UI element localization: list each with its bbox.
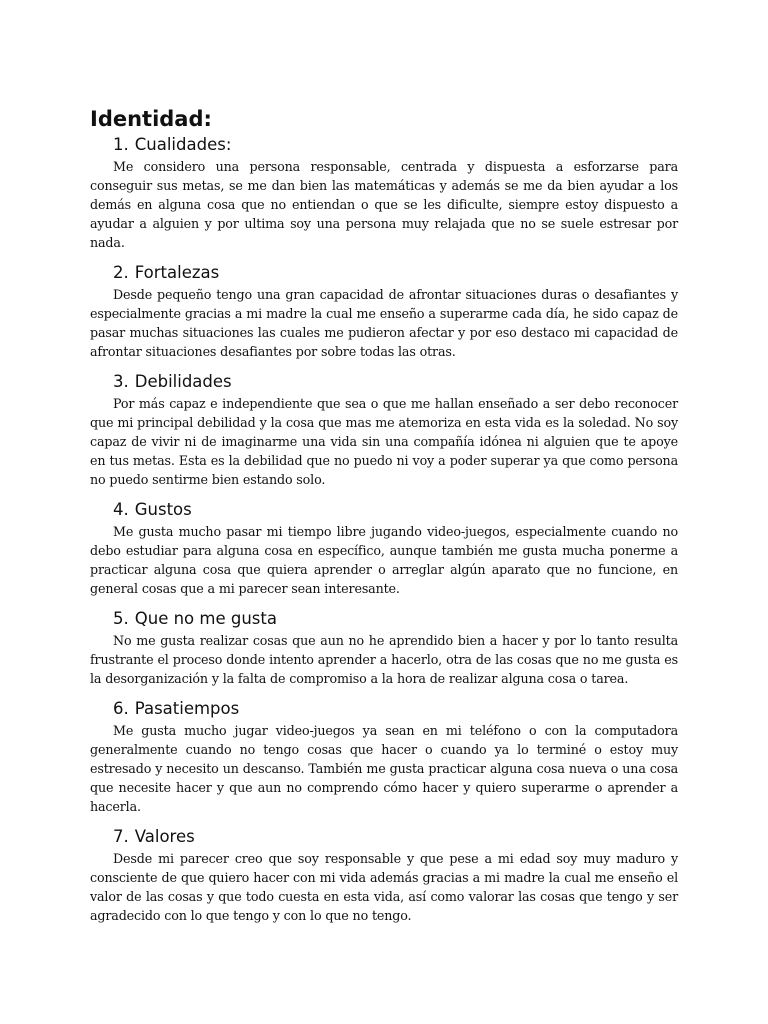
section-number: 3. (113, 372, 129, 391)
section-paragraph: Me gusta mucho pasar mi tiempo libre jugando video-juegos, especialmente cuando no debo estudiar para alguna cosa en específico, aunque también me gusta mucha ponerme a practicar alguna cosa que quiera aprender o arreglar algún aparato que no funcione, en general cosas que a mi parecer sean interesante. (90, 524, 678, 596)
section-heading (113, 608, 678, 630)
section-debilidades (90, 371, 678, 489)
section-heading (113, 499, 678, 521)
section-heading (113, 371, 678, 393)
section-pasatiempos (90, 698, 678, 816)
section-number: 7. (113, 827, 129, 846)
section-number: 1. (113, 135, 129, 154)
section-heading (113, 826, 678, 848)
document-title: Identidad: (90, 107, 212, 131)
section-paragraph: No me gusta realizar cosas que aun no he aprendido bien a hacer y por lo tanto resulta frustrante el proceso donde intento aprender a hacerlo, otra de las cosas que no me gusta es la desorganización y la falta de compromiso a la hora de realizar alguna cosa o tarea. (90, 633, 678, 686)
section-cualidades (90, 134, 678, 252)
section-paragraph: Me considero una persona responsable, centrada y dispuesta a esforzarse para conseguir sus metas, se me dan bien las matemáticas y además se me da bien ayudar a los demás en alguna cosa que no entiendan o que se les dificulte, siempre estoy dispuesto a ayudar a alguien y por ultima soy una persona muy relajada que no se suele estresar por nada. (90, 159, 678, 250)
section-paragraph: Me gusta mucho jugar video-juegos ya sean en mi teléfono o con la computadora generalmente cuando no tengo cosas que hacer o cuando ya lo terminé o estoy muy estresado y necesito un descanso. También me gusta practicar alguna cosa nueva o una cosa que necesite hacer y que aun no comprendo cómo hacer y quiero superarme o aprender a hacerla. (90, 723, 678, 814)
section-heading (113, 262, 678, 284)
section-heading-text: Gustos (134, 500, 192, 519)
section-valores (90, 826, 678, 925)
section-number: 5. (113, 609, 129, 628)
section-gustos (90, 499, 678, 598)
section-number: 6. (113, 699, 129, 718)
section-heading (113, 698, 678, 720)
section-heading-text: Valores (134, 827, 195, 846)
section-fortalezas (90, 262, 678, 361)
section-heading-text: Debilidades (134, 372, 232, 391)
section-que-no-me-gusta (90, 608, 678, 688)
section-heading (113, 134, 678, 156)
section-heading-text: Fortalezas (134, 263, 220, 282)
section-heading-text: Que no me gusta (134, 609, 277, 628)
section-paragraph: Desde pequeño tengo una gran capacidad de afrontar situaciones duras o desafiantes y especialmente gracias a mi madre la cual me enseño a superarme cada día, he sido capaz de pasar muchas situaciones las cuales me pudieron afectar y por eso destaco mi capacidad de afrontar situaciones desafiantes por sobre todas las otras. (90, 287, 678, 359)
section-paragraph: Por más capaz e independiente que sea o que me hallan enseñado a ser debo reconocer que mi principal debilidad y la cosa que mas me atemoriza en esta vida es la soledad. No soy capaz de vivir ni de imaginarme una vida sin una compañía idónea ni alguien que te apoye en tus metas. Esta es la debilidad que no puedo ni voy a poder superar ya que como persona no puedo sentirme bien estando solo. (90, 396, 678, 487)
section-heading-text: Pasatiempos (134, 699, 240, 718)
section-number: 4. (113, 500, 129, 519)
section-number: 2. (113, 263, 129, 282)
section-paragraph: Desde mi parecer creo que soy responsable y que pese a mi edad soy muy maduro y consciente de que quiero hacer con mi vida además gracias a mi madre la cual me enseño el valor de las cosas y que todo cuesta en esta vida, así como valorar las cosas que tengo y ser agradecido con lo que tengo y con lo que no tengo. (90, 851, 678, 923)
section-heading-text: Cualidades: (134, 135, 232, 154)
